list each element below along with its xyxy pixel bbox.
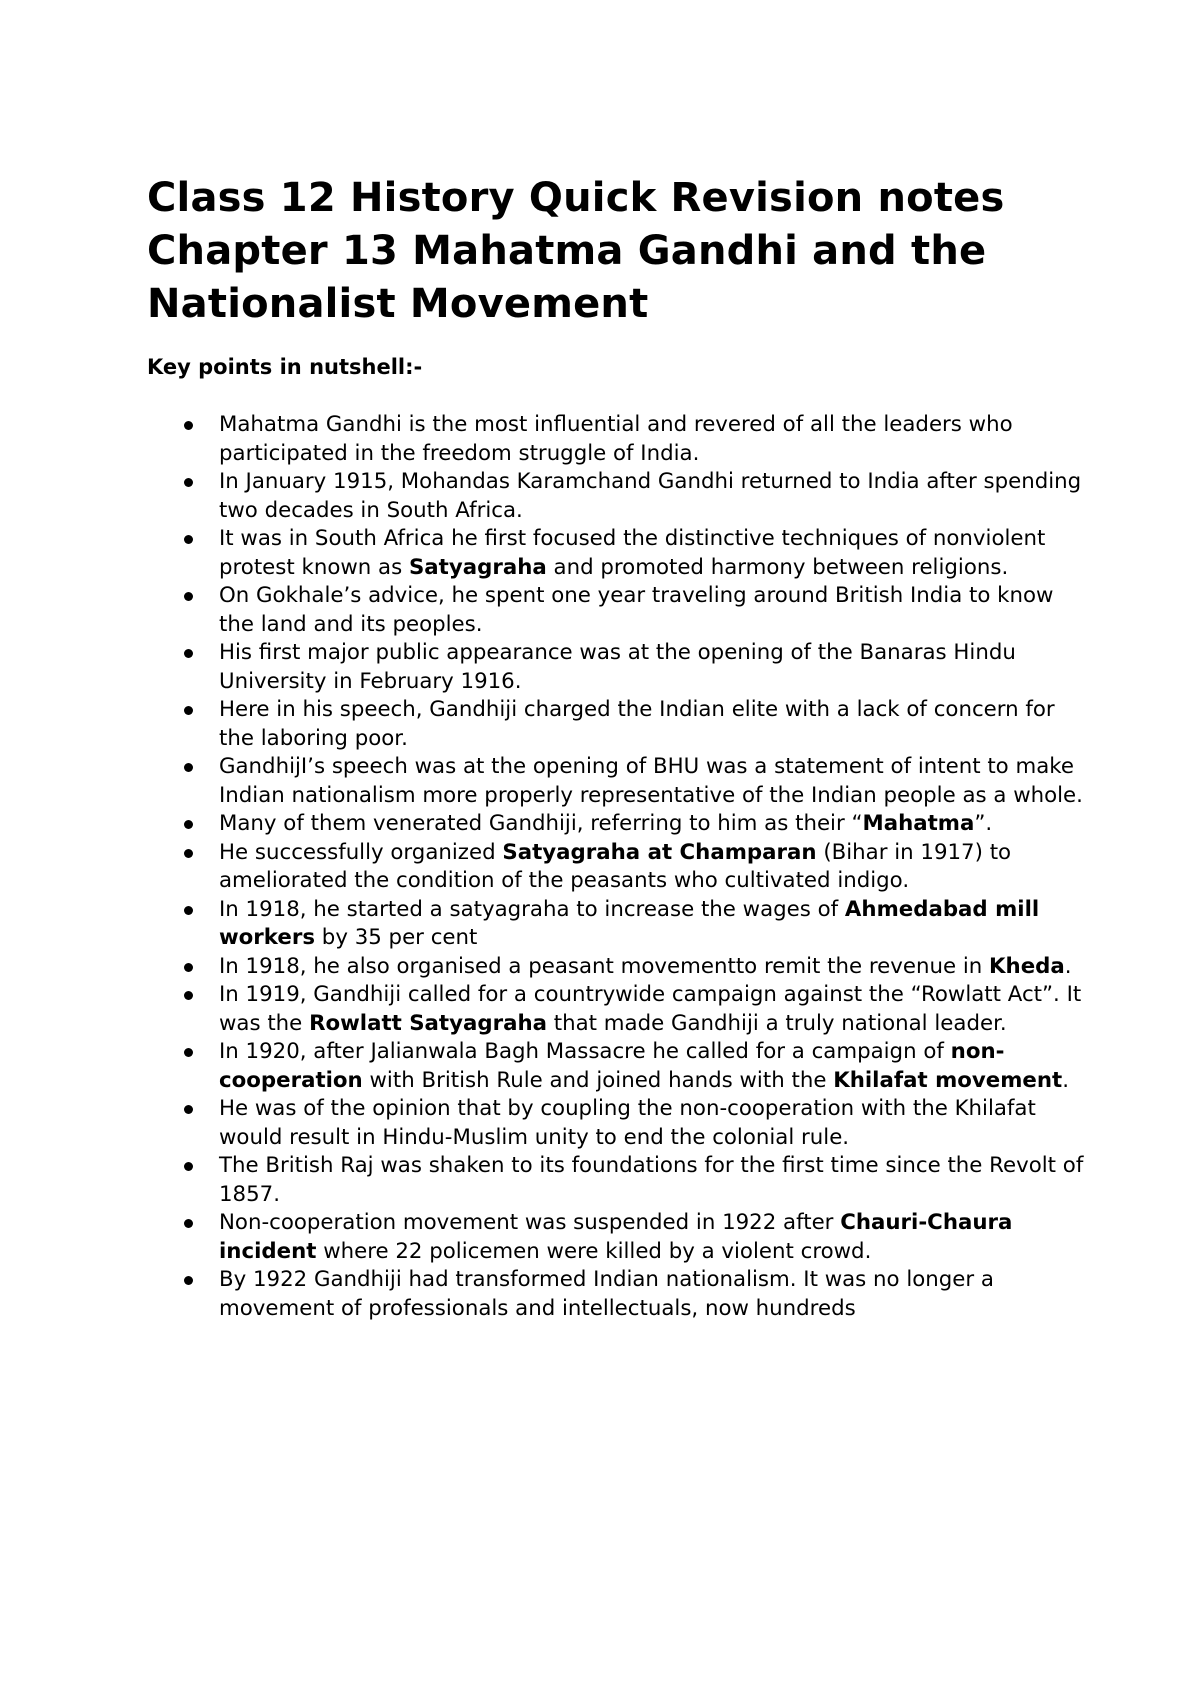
list-item-text: Mahatma Gandhi is the most influential and revered of all the leaders who participated in the freedom struggle of India. [219,412,1013,466]
list-item [147,1266,1087,1323]
key-points-list [147,411,1087,1323]
bold-term: Satyagraha [408,554,547,580]
bold-term: Rowlatt Satyagraha [309,1010,548,1036]
bold-term: Satyagraha at Champaran [502,839,817,865]
bold-term: Ahmedabad mill workers [219,896,1040,950]
bold-term: non-cooperation [219,1039,1005,1093]
list-item-text: It was in South Africa he first focused the distinctive techniques of nonviolent protest known as [219,526,1046,580]
list-item [147,1152,1087,1209]
bullet-icon [184,963,193,972]
list-item-text: By 1922 Gandhiji had transformed Indian nationalism. It was no longer a movement of professionals and intellectuals, now hundreds [219,1267,994,1321]
list-item [147,953,1087,982]
bold-term: Chauri-Chaura incident [219,1210,1013,1264]
list-item [147,639,1087,696]
list-item-text: In 1918, he started a satyagraha to increase the wages of [219,896,845,922]
list-item-text: In 1918, he also organised a peasant movementto remit the revenue in [219,953,990,979]
list-item [147,582,1087,639]
list-item-text: ”. [974,811,993,836]
bullet-icon [184,820,193,829]
list-item-text: where 22 policemen were killed by a violent crowd. [316,1238,872,1264]
list-item-text: In 1920, after Jalianwala Bagh Massacre he called for a campaign of [219,1039,951,1064]
list-item [147,1095,1087,1152]
list-item-text: . [1064,953,1072,979]
bullet-icon [184,478,193,487]
bullet-icon [184,1276,193,1285]
list-item [147,1209,1087,1266]
document-page [147,172,1087,1323]
list-item-text: by 35 per cent [315,925,478,950]
bullet-icon [184,906,193,915]
list-item [147,981,1087,1038]
list-item-text: He was of the opinion that by coupling the non-cooperation with the Khilafat would result in Hindu-Muslim unity to end the colonial rule. [219,1096,1036,1150]
list-item-text: GandhijI’s speech was at the opening of BHU was a statement of intent to make Indian nationalism more properly representative of the Indian people as a whole. [219,754,1083,808]
list-item [147,810,1087,839]
list-item [147,468,1087,525]
list-item [147,411,1087,468]
list-item-text: (Bihar in 1917) to ameliorated the condition of the peasants who cultivated indigo. [219,839,1012,893]
list-item-text: In January 1915, Mohandas Karamchand Gandhi returned to India after spending two decades in South Africa. [219,469,1082,523]
list-item [147,525,1087,582]
list-item-text: The British Raj was shaken to its foundations for the first time since the Revolt of 1857. [219,1153,1084,1207]
bullet-icon [184,535,193,544]
list-item [147,839,1087,896]
bold-term: Mahatma [862,811,975,836]
bullet-icon [184,421,193,430]
list-item-text: His first major public appearance was at the opening of the Banaras Hindu University in February 1916. [219,640,1016,694]
list-item-text: In 1919, Gandhiji called for a countrywide campaign against the “Rowlatt Act”. It was the [219,982,1082,1036]
list-item-text: Here in his speech, Gandhiji charged the Indian elite with a lack of concern for the laboring poor. [219,697,1055,751]
bullet-icon [184,1162,193,1171]
list-item-text: Many of them venerated Gandhiji, referring to him as their “ [219,811,863,836]
subheading: Key points in nutshell:- [147,355,423,379]
bold-term: Khilafat movement [833,1067,1063,1093]
bullet-icon [184,991,193,1000]
list-item-text: with British Rule and joined hands with the [362,1067,834,1093]
list-item [147,753,1087,810]
bullet-icon [184,849,193,858]
document-title: Class 12 History Quick Revision notes Chapter 13 Mahatma Gandhi and the Nationalist Movement [147,175,1005,327]
list-item-text: and promoted harmony between religions. [546,554,1009,580]
bullet-icon [184,763,193,772]
bullet-icon [184,592,193,601]
list-item-text: On Gokhale’s advice, he spent one year traveling around British India to know the land and its peoples. [219,583,1054,637]
bullet-icon [184,706,193,715]
bullet-icon [184,1219,193,1228]
list-item [147,896,1087,953]
list-item-text: Non-cooperation movement was suspended in 1922 after [219,1210,841,1235]
list-item [147,696,1087,753]
list-item [147,1038,1087,1095]
list-item-text: that made Gandhiji a truly national leader. [547,1010,1007,1036]
bullet-icon [184,649,193,658]
bold-term: Kheda [989,953,1065,979]
bullet-icon [184,1048,193,1057]
list-item-text: He successfully organized [219,839,503,865]
bullet-icon [184,1105,193,1114]
list-item-text: . [1062,1067,1069,1093]
